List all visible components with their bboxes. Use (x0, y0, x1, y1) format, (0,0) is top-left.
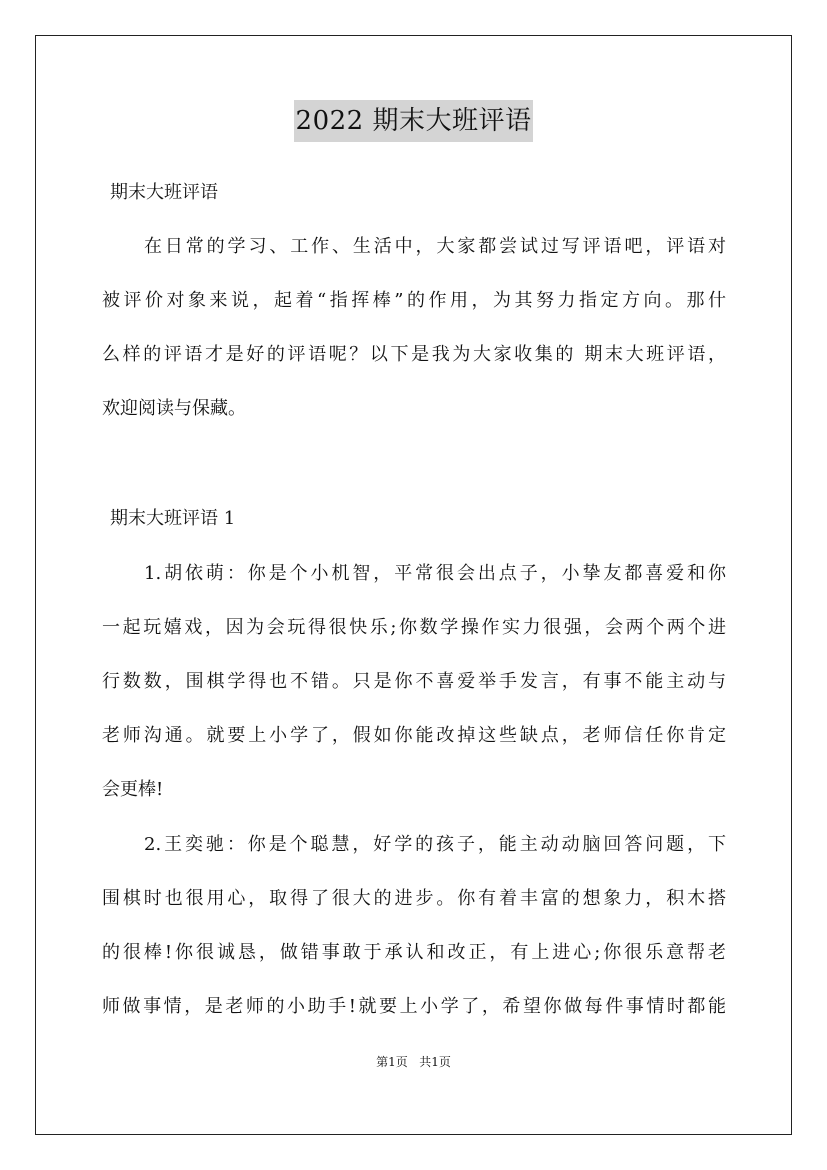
page-total: 共1页 (419, 1055, 451, 1069)
comment2-line-2: 围棋时也很用心，取得了很大的进步。你有着丰富的想象力，积木搭 (102, 888, 726, 909)
document-title-container (0, 100, 827, 142)
page-number: 第1页 (376, 1055, 408, 1069)
intro-line-2: 被评价对象来说，起着“指挥棒”的作用，为其努力指定方向。那什 (102, 290, 726, 311)
comment1-line-4: 老师沟通。就要上小学了，假如你能改掉这些缺点，老师信任你肯定 (102, 725, 726, 746)
comment1-line-1: 1.胡依萌：你是个小机智，平常很会出点子，小挚友都喜爱和你 (144, 563, 726, 584)
comment2-line-3: 的很棒!你很诚恳，做错事敢于承认和改正，有上进心;你很乐意帮老 (102, 942, 726, 963)
section-heading: 期末大班评语 (110, 182, 218, 203)
intro-line-3: 么样的评语才是好的评语呢？以下是我为大家收集的 期末大班评语， (102, 344, 726, 365)
intro-line-1: 在日常的学习、工作、生活中，大家都尝试过写评语吧，评语对 (144, 236, 726, 257)
comment2-line-4: 师做事情，是老师的小助手!就要上小学了，希望你做每件事情时都能 (102, 996, 726, 1017)
comment-section-heading: 期末大班评语 1 (110, 508, 236, 529)
comment1-line-2: 一起玩嬉戏，因为会玩得很快乐;你数学操作实力很强，会两个两个进 (102, 617, 726, 638)
page-footer (0, 1054, 827, 1070)
comment1-line-5: 会更棒! (102, 779, 164, 800)
intro-line-4: 欢迎阅读与保藏。 (102, 398, 246, 419)
comment1-line-3: 行数数，围棋学得也不错。只是你不喜爱举手发言，有事不能主动与 (102, 671, 726, 692)
document-title: 2022 期末大班评语 (294, 100, 534, 142)
comment2-line-1: 2.王奕驰：你是个聪慧，好学的孩子，能主动动脑回答问题，下 (144, 834, 726, 855)
